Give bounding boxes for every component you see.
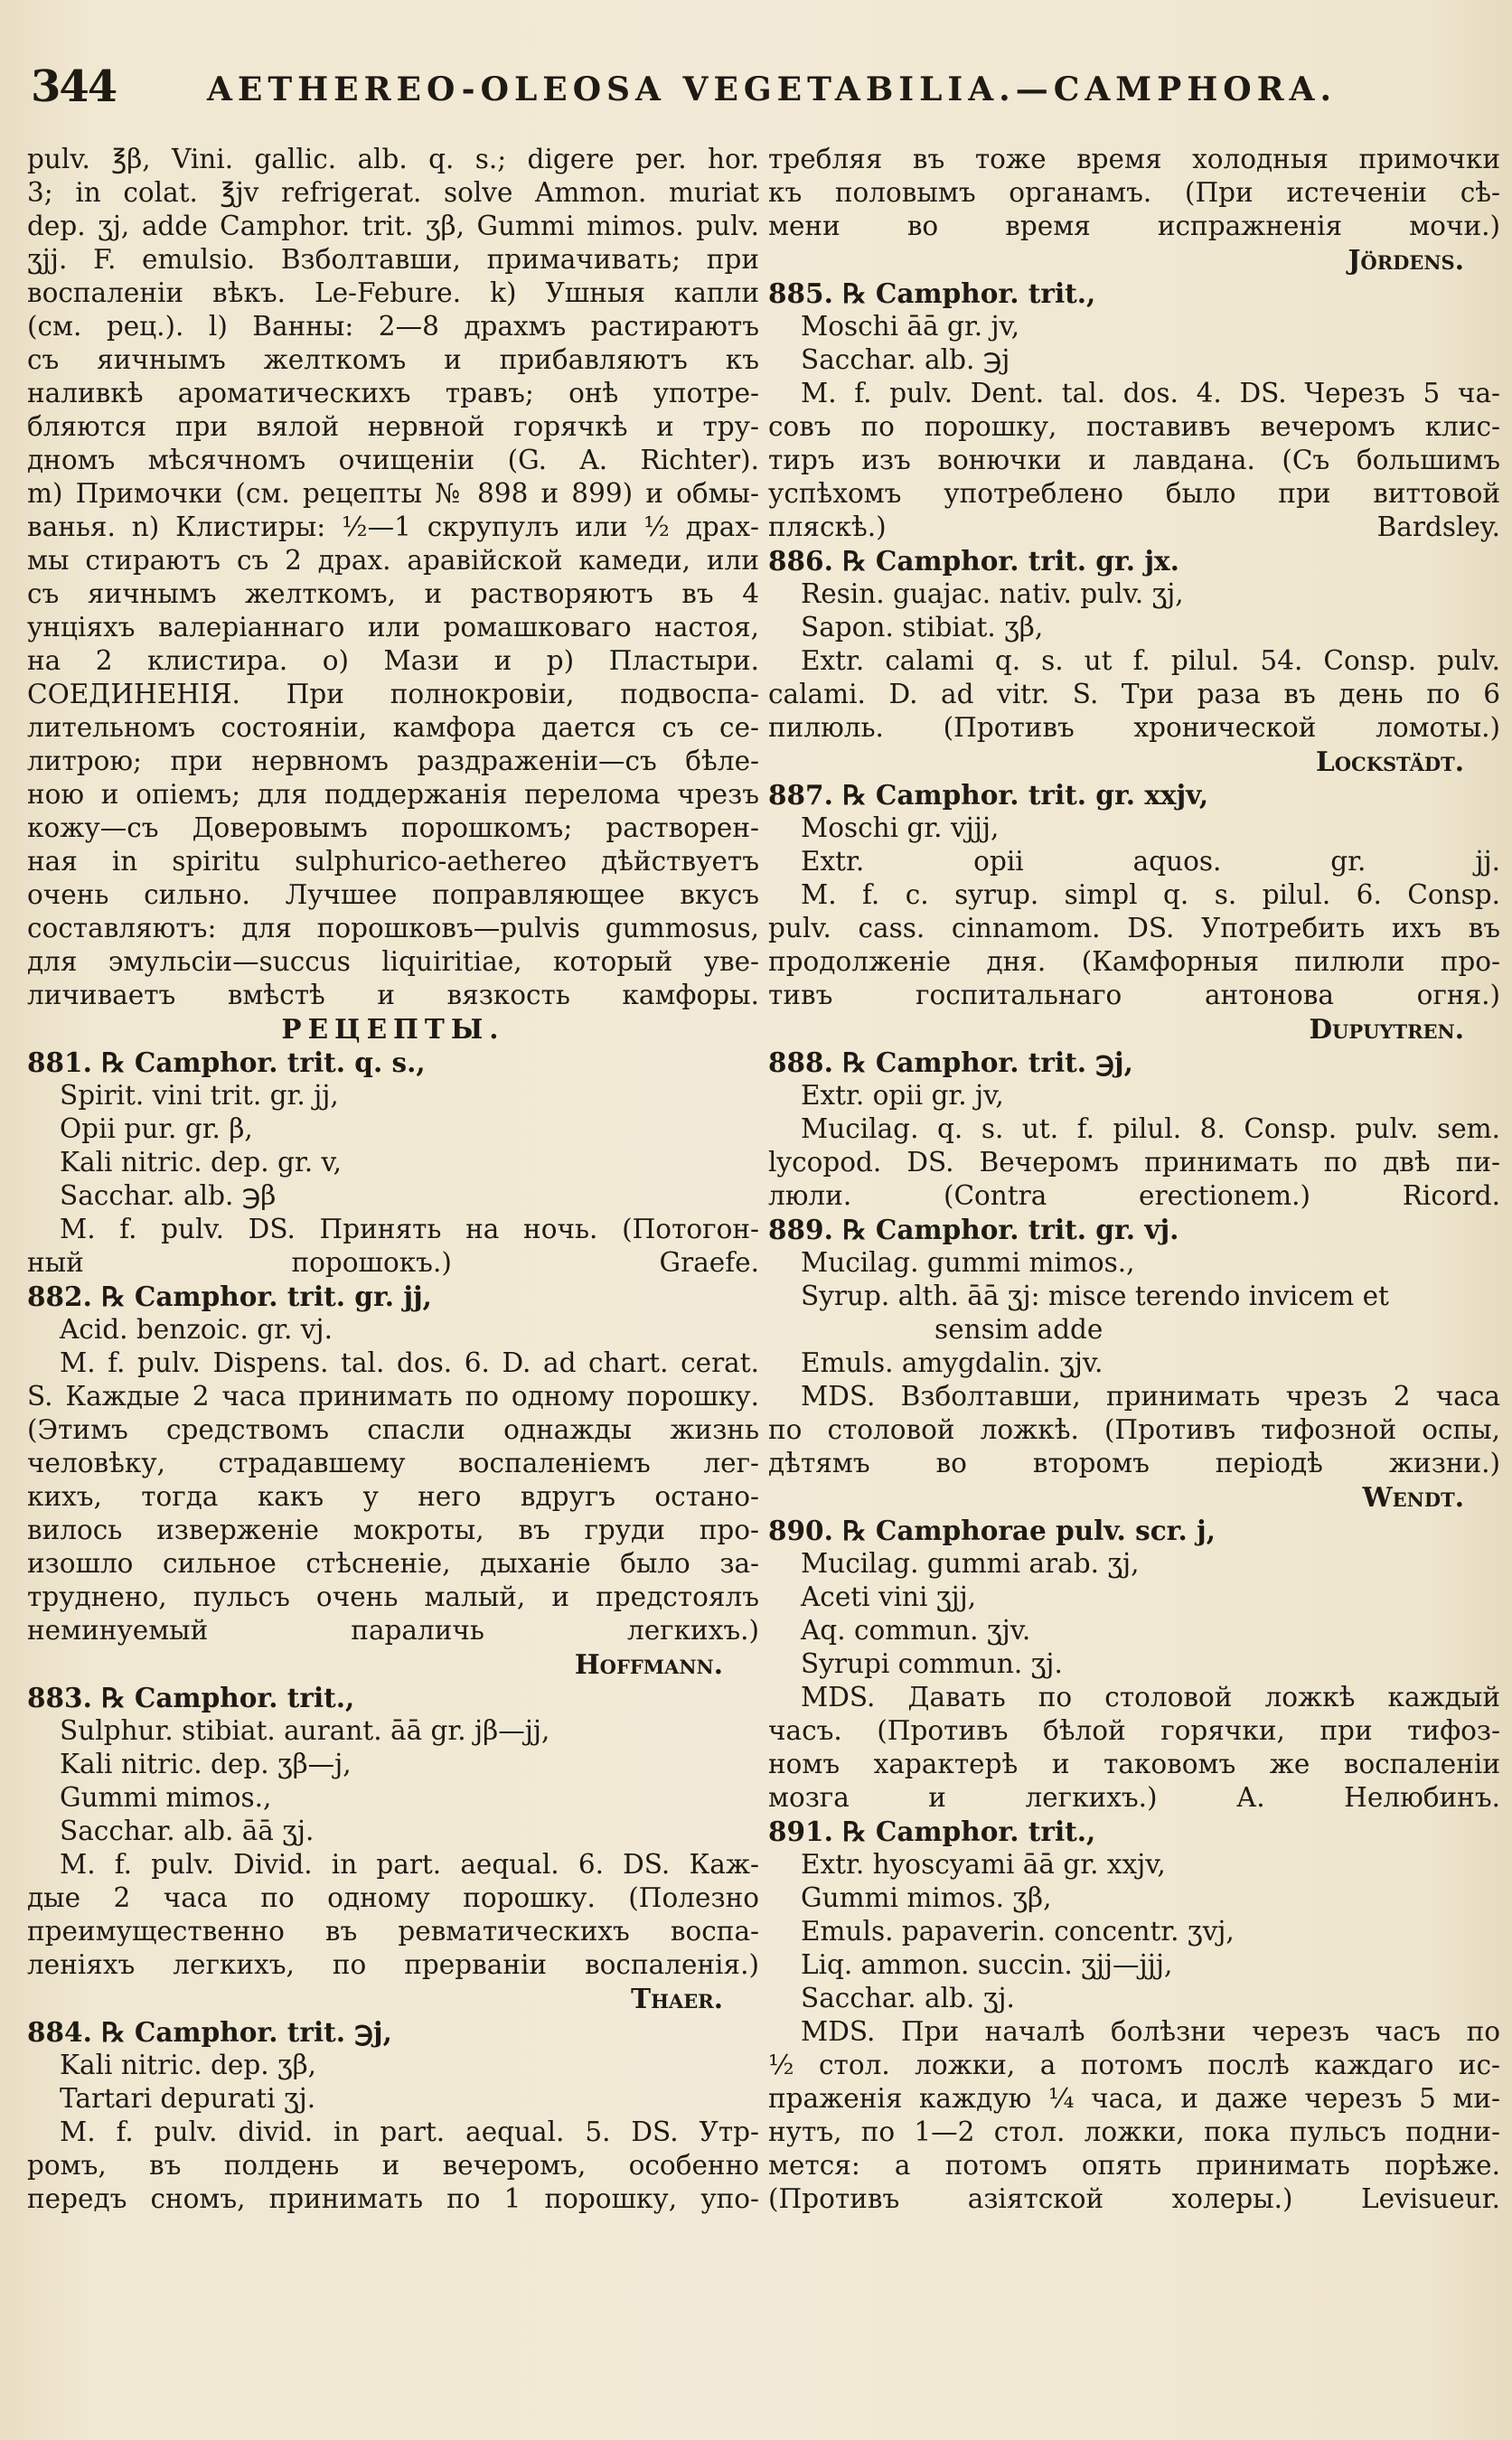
right-column-line: 888. ℞ Camphor. trit. ℈j,	[768, 1046, 1133, 1078]
right-column-line: Emuls. amygdalin. ʒjv.	[801, 1347, 1103, 1378]
right-column-line: мется: а потомъ опять принимать порѣже.	[768, 2150, 1500, 2181]
left-column-line: 3; in colat. ℥jv refrigerat. solve Ammon. muriat	[27, 177, 759, 208]
right-column-line: 887. ℞ Camphor. trit. gr. xxjv,	[768, 779, 1209, 811]
left-column-line: S. Каждые 2 часа принимать по одному порошку.	[27, 1381, 759, 1412]
right-column-line: мени во время испражненія мочи.)	[768, 211, 1500, 241]
left-column-line: леніяхъ легкихъ, по прерваніи воспаленія.)	[27, 1949, 759, 1980]
running-title: AETHEREO-OLEOSA VEGETABILIA.—CAMPHORA.	[207, 70, 1337, 108]
right-column-line: Lockstädt.	[1315, 746, 1464, 777]
right-column-line: Liq. ammon. succin. ʒjj—jjj,	[801, 1949, 1173, 1980]
left-column-line: pulv. ℥β, Vini. gallic. alb. q. s.; digere per. hor.	[27, 144, 759, 174]
left-column-line: ная in spiritu sulphurico-aethereo дѣйствуетъ	[27, 846, 759, 877]
right-column-line: номъ характерѣ и таковомъ же воспаленіи	[768, 1749, 1500, 1779]
left-column-line: ромъ, въ полдень и вечеромъ, особенно	[27, 2150, 759, 2181]
right-column-line: Sapon. stibiat. ʒβ,	[801, 612, 1044, 643]
left-column-line: неминуемый параличь легкихъ.)	[27, 1615, 759, 1646]
left-column-line: ванья. n) Клистиры: ½—1 скрупулъ или ½ драх-	[27, 511, 759, 542]
right-column-line: 889. ℞ Camphor. trit. gr. vj.	[768, 1214, 1179, 1245]
right-column-line: Mucilag. q. s. ut. f. pilul. 8. Consp. pulv. sem.	[801, 1113, 1500, 1144]
right-column-line: Wendt.	[1362, 1481, 1464, 1513]
left-column-line: вилось изверженіе мокроты, въ груди про-	[27, 1515, 759, 1545]
right-column-line: часъ. (Противъ бѣлой горячки, при тифоз-	[768, 1715, 1500, 1746]
left-column-line: 884. ℞ Camphor. trit. ℈j,	[27, 2016, 392, 2048]
right-column-line: Sacchar. alb. ʒj.	[801, 1983, 1015, 2013]
right-column-line: мозга и легкихъ.) А. Нелюбинъ.	[768, 1782, 1500, 1813]
right-column-line: Extr. hyoscyami āā gr. xxjv,	[801, 1849, 1166, 1880]
right-column-line: 890. ℞ Camphorae pulv. scr. j,	[768, 1515, 1216, 1546]
left-column-line: Tartari depurati ʒj.	[60, 2083, 316, 2114]
left-column	[27, 143, 759, 2216]
right-column-line: пляскѣ.) Bardsley.	[768, 511, 1500, 542]
left-column-line: M. f. pulv. Dispens. tal. dos. 6. D. ad chart. cerat.	[60, 1347, 759, 1378]
right-column-line: 891. ℞ Camphor. trit.,	[768, 1816, 1096, 1847]
left-column-line: унціяхъ валеріаннаго или ромашковаго настоя,	[27, 612, 759, 643]
left-column-line: (см. рец.). l) Ванны: 2—8 драхмъ растираютъ	[27, 311, 759, 342]
left-column-line: Sacchar. alb. āā ʒj.	[60, 1816, 315, 1846]
right-column-line: calami. D. ad vitr. S. Три раза въ день по 6	[768, 679, 1500, 709]
right-column-line: Resin. guajac. nativ. pulv. ʒj,	[801, 578, 1184, 609]
right-column-line: люли. (Contra erectionem.) Ricord.	[768, 1180, 1500, 1211]
right-column-line: MDS. При началѣ болѣзни черезъ часъ по	[801, 2016, 1500, 2047]
right-column-line: Aq. commun. ʒjv.	[801, 1615, 1031, 1646]
right-column-line: успѣхомъ употреблено было при виттовой	[768, 478, 1500, 509]
right-column-line: Dupuytren.	[1309, 1013, 1464, 1045]
left-column-line: изошло сильное стѣсненіе, дыханіе было за-	[27, 1548, 759, 1579]
right-column-line: пилюль. (Противъ хронической ломоты.)	[768, 712, 1500, 743]
right-column-line: требляя въ тоже время холодныя примочки	[768, 144, 1500, 174]
left-column-line: Sulphur. stibiat. aurant. āā gr. jβ—jj,	[60, 1715, 550, 1746]
left-column-line: СОЕДИНЕНІЯ. При полнокровіи, подвоспа-	[27, 679, 759, 709]
left-column-line: M. f. pulv. Divid. in part. aequal. 6. DS. Каж-	[60, 1849, 759, 1880]
left-column-line: съ яичнымъ желткомъ и прибавляютъ къ	[27, 344, 759, 375]
left-column-line: 882. ℞ Camphor. trit. gr. jj,	[27, 1281, 432, 1312]
left-column-line: Sacchar. alb. ℈β	[60, 1180, 277, 1211]
right-column-line: 885. ℞ Camphor. trit.,	[768, 277, 1096, 309]
right-column-line: продолженіе дня. (Камфорныя пилюли про-	[768, 946, 1500, 977]
right-column-line: Syrup. alth. āā ʒj: misce terendo invicem et	[801, 1281, 1389, 1311]
right-column-line: нутъ, по 1—2 стол. ложки, пока пульсъ подни-	[768, 2116, 1500, 2147]
left-column-line: 881. ℞ Camphor. trit. q. s.,	[27, 1046, 426, 1078]
left-column-line: бляются при вялой нервной горячкѣ и тру-	[27, 411, 759, 442]
right-column-line: дѣтямъ во второмъ періодѣ жизни.)	[768, 1448, 1500, 1478]
page-header	[31, 61, 1477, 125]
left-column-line: мы стираютъ съ 2 драх. аравійской камеди, или	[27, 545, 759, 576]
left-column-line: Thaer.	[631, 1983, 723, 2014]
right-column-line: sensim adde	[934, 1314, 1103, 1345]
left-column-line: дые 2 часа по одному порошку. (Полезно	[27, 1882, 759, 1913]
left-column-line: человѣку, страдавшему воспаленіемъ лег-	[27, 1448, 759, 1478]
right-column-line: тиръ изъ вонючки и лавдана. (Съ большимъ	[768, 445, 1500, 475]
left-column-line: РЕЦЕПТЫ.	[281, 1013, 505, 1045]
left-column-line: Gummi mimos.,	[60, 1782, 272, 1813]
right-column-line: Extr. calami q. s. ut f. pilul. 54. Consp. pulv.	[801, 645, 1500, 676]
left-column-line: (Этимъ средствомъ спасли однажды жизнь	[27, 1414, 759, 1445]
left-column-line: лительномъ состояніи, камфора дается съ се-	[27, 712, 759, 743]
left-column-line: Kali nitric. dep. ʒβ,	[60, 2050, 317, 2080]
right-column-line: Extr. opii gr. jv,	[801, 1080, 1004, 1111]
left-column-line: дномъ мѣсячномъ очищеніи (G. A. Richter).	[27, 445, 759, 475]
left-column-line: передъ сномъ, принимать по 1 порошку, упо-	[27, 2183, 759, 2214]
right-column-line: праженія каждую ¼ часа, и даже черезъ 5 ми-	[768, 2083, 1500, 2114]
right-column-line: къ половымъ органамъ. (При истеченіи сѣ-	[768, 177, 1500, 208]
right-column-line: MDS. Взболтавши, принимать чрезъ 2 часа	[801, 1381, 1500, 1412]
right-column-line: Jördens.	[1348, 244, 1464, 276]
right-column-line: Syrupi commun. ʒj.	[801, 1648, 1063, 1679]
right-column-line: Gummi mimos. ʒβ,	[801, 1882, 1052, 1913]
left-column-line: съ яичнымъ желткомъ, и растворяютъ въ 4	[27, 578, 759, 609]
right-column-line: тивъ госпитальнаго антонова огня.)	[768, 980, 1500, 1010]
right-column-line: по столовой ложкѣ. (Противъ тифозной оспы,	[768, 1414, 1500, 1445]
right-column-line: Moschi gr. vjjj,	[801, 812, 1000, 843]
left-column-line: очень сильно. Лучшее поправляющее вкусъ	[27, 879, 759, 910]
left-column-line: Kali nitric. dep. ʒβ—j,	[60, 1749, 352, 1779]
left-column-line: наливкѣ ароматическихъ травъ; онѣ употре-	[27, 378, 759, 408]
left-column-line: M. f. pulv. DS. Принять на ночь. (Потогон-	[60, 1214, 759, 1244]
right-column-line: Sacchar. alb. ℈j	[801, 344, 1010, 375]
right-column-line: (Противъ азіятской холеры.) Levisueur.	[768, 2183, 1500, 2214]
left-column-line: на 2 клистира. o) Мази и p) Пластыри.	[27, 645, 759, 676]
left-column-line: Opii pur. gr. β,	[60, 1113, 253, 1144]
left-column-line: M. f. pulv. divid. in part. aequal. 5. DS. Утр-	[60, 2116, 759, 2147]
right-column-line: MDS. Давать по столовой ложкѣ каждый	[801, 1682, 1500, 1713]
left-column-line: ный порошокъ.) Graefe.	[27, 1247, 759, 1278]
left-column-line: Hoffmann.	[574, 1648, 723, 1680]
left-column-line: 883. ℞ Camphor. trit.,	[27, 1682, 355, 1713]
left-column-line: личиваетъ вмѣстѣ и вязкость камфоры.	[27, 980, 759, 1010]
right-column-line: Moschi āā gr. jv,	[801, 311, 1020, 342]
right-column-line: M. f. pulv. Dent. tal. dos. 4. DS. Черезъ 5 ча-	[801, 378, 1500, 408]
right-column-line: Extr. opii aquos. gr. jj.	[801, 846, 1500, 877]
left-column-line: воспаленіи вѣкъ. Le-Febure. k) Ушныя капли	[27, 277, 759, 308]
left-column-line: Spirit. vini trit. gr. jj,	[60, 1080, 339, 1111]
left-column-line: ʒjj. F. emulsio. Взболтавши, примачивать; при	[27, 244, 759, 275]
right-column-line: Emuls. papaverin. concentr. ʒvj,	[801, 1916, 1235, 1947]
right-column-line: 886. ℞ Camphor. trit. gr. jx.	[768, 545, 1179, 577]
left-column-line: m) Примочки (см. рецепты № 898 и 899) и обмы-	[27, 478, 759, 509]
left-column-line: преимущественно въ ревматическихъ воспа-	[27, 1916, 759, 1947]
right-column-line: Mucilag. gummi arab. ʒj,	[801, 1548, 1140, 1579]
right-column-line: Aceti vini ʒjj,	[801, 1581, 977, 1612]
left-column-line: составляютъ: для порошковъ—pulvis gummosus,	[27, 913, 759, 943]
right-column	[768, 143, 1500, 2216]
page-number: 344	[31, 61, 117, 112]
right-column-line: Mucilag. gummi mimos.,	[801, 1247, 1135, 1278]
left-column-line: Kali nitric. dep. gr. v,	[60, 1147, 342, 1178]
right-column-line: совъ по порошку, поставивъ вечеромъ клис-	[768, 411, 1500, 442]
left-column-line: труднено, пульсъ очень малый, и предстоялъ	[27, 1581, 759, 1612]
left-column-line: Acid. benzoic. gr. vj.	[60, 1314, 333, 1345]
right-column-line: M. f. c. syrup. simpl q. s. pilul. 6. Consp.	[801, 879, 1500, 910]
left-column-line: кожу—съ Доверовымъ порошкомъ; растворен-	[27, 812, 759, 843]
left-column-line: dep. ʒj, adde Camphor. trit. ʒβ, Gummi mimos. pulv.	[27, 211, 759, 241]
right-column-line: pulv. cass. cinnamom. DS. Употребить ихъ въ	[768, 913, 1500, 943]
right-column-line: lycopod. DS. Вечеромъ принимать по двѣ пи-	[768, 1147, 1500, 1178]
left-column-line: для эмульсіи—succus liquiritiae, который уве-	[27, 946, 759, 977]
left-column-line: ною и опіемъ; для поддержанія перелома чрезъ	[27, 779, 759, 810]
right-column-line: ½ стол. ложки, а потомъ послѣ каждаго ис-	[768, 2050, 1500, 2080]
left-column-line: литрою; при нервномъ раздраженіи—съ бѣле-	[27, 746, 759, 776]
left-column-line: кихъ, тогда какъ у него вдругъ остано-	[27, 1481, 759, 1512]
